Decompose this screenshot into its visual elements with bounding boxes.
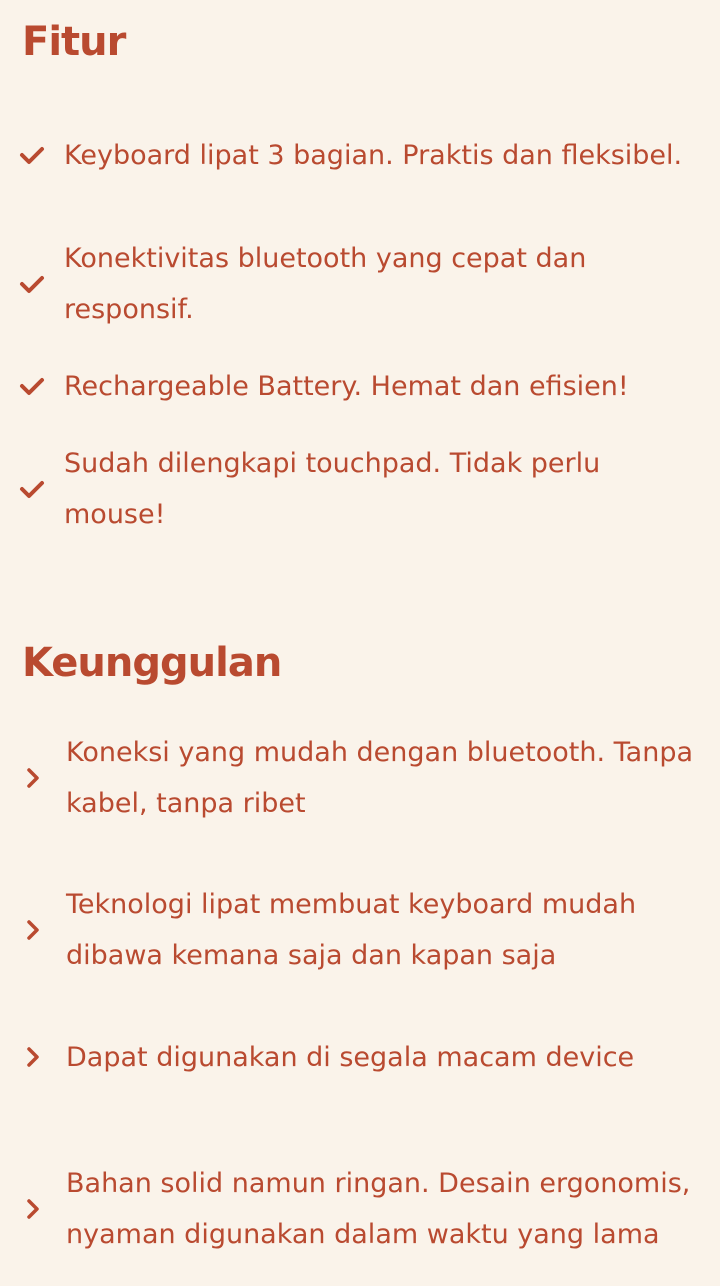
feature-item [0,437,720,541]
check-icon [0,145,64,165]
chevron-right-icon [0,1046,66,1068]
section-title-keunggulan: Keunggulan [22,640,282,686]
feature-item [0,103,720,207]
feature-item-text: Konektivitas bluetooth yang cepat dan responsif. [64,243,587,325]
advantage-item-text: Bahan solid namun ringan. Desain ergonomis, nyaman digunakan dalam waktu yang lama [66,1167,691,1250]
feature-item [0,360,720,412]
check-icon [0,479,64,499]
advantage-item [0,878,720,982]
chevron-right-icon [0,767,66,789]
advantage-item-text: Teknologi lipat membuat keyboard mudah dibawa kemana saja dan kapan saja [66,889,637,971]
chevron-right-icon [0,1198,66,1220]
advantage-item [0,1132,720,1285]
chevron-right-icon [0,919,66,941]
check-icon [0,274,64,294]
section-title-fitur: Fitur [22,19,126,65]
feature-item-text: Rechargeable Battery. Hemat dan efisien! [64,370,629,402]
feature-item-text: Sudah dilengkapi touchpad. Tidak perlu mouse! [64,448,601,530]
advantage-item [0,1031,720,1083]
advantage-item-text: Dapat digunakan di segala macam device [66,1041,635,1073]
advantage-item-text: Koneksi yang mudah dengan bluetooth. Tanpa kabel, tanpa ribet [66,737,693,819]
check-icon [0,376,64,396]
feature-item [0,232,720,336]
advantage-item [0,726,720,830]
feature-item-text: Keyboard lipat 3 bagian. Praktis dan fleksibel. [64,139,683,171]
